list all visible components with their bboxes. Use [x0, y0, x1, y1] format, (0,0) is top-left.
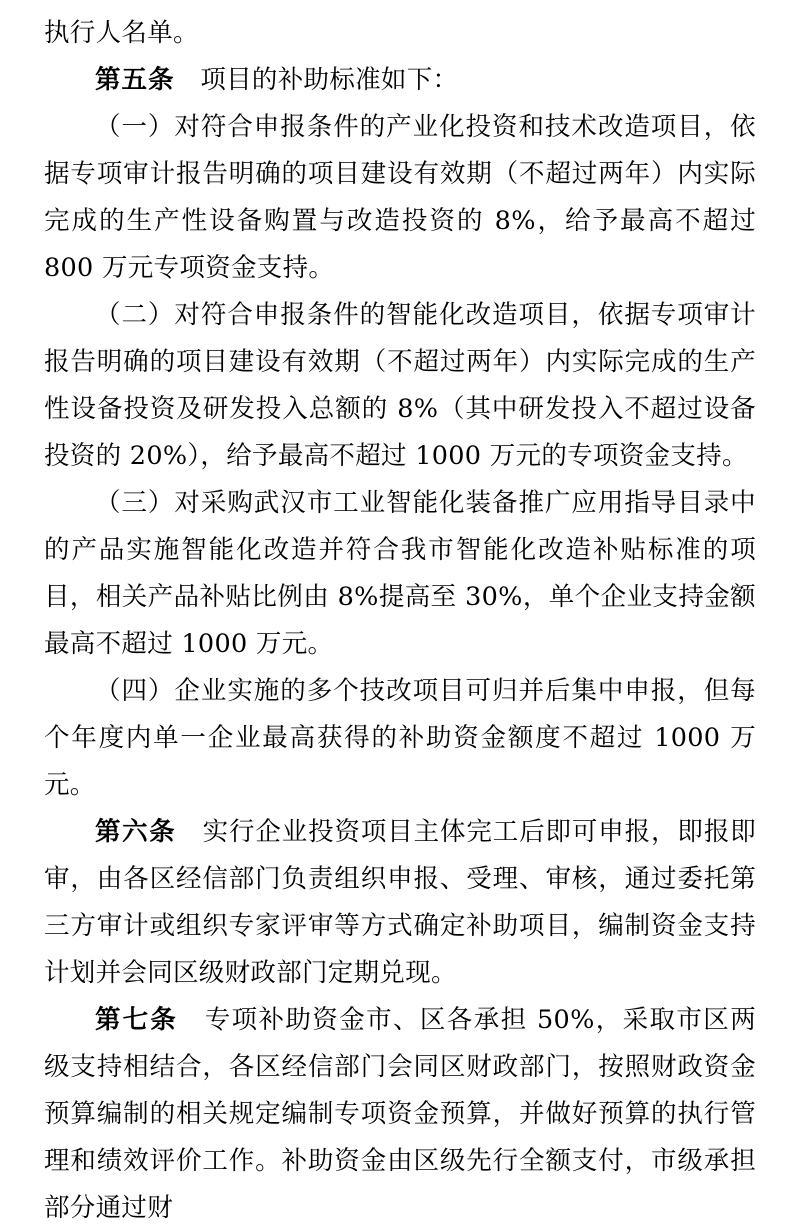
- paragraph-article-six: [44, 809, 756, 997]
- article-label: 第五条: [95, 65, 175, 95]
- paragraph-article-five: [44, 57, 756, 104]
- article-label: 第六条: [95, 817, 177, 847]
- paragraph-item-three: [44, 480, 756, 668]
- paragraph-text: 专项补助资金市、区各承担 50%，采取市区两级支持相结合，各区经信部门会同区财政部门，按照财政资金预算编制的相关规定编制专项资金预算，并做好预算的执行管理和绩效评价工作。补助资金由区级先行全额支付，市级承担部分通过财: [44, 1005, 756, 1223]
- paragraph-item-one: [44, 104, 756, 292]
- paragraph-text: （二）对符合申报条件的智能化改造项目，依据专项审计报告明确的项目建设有效期（不超过两年）内实际完成的生产性设备投资及研发投入总额的 8%（其中研发投入不超过设备投资的 20%），给予最高不超过 1000 万元的专项资金支持。: [44, 300, 756, 471]
- paragraph-text: 项目的补助标准如下：: [174, 65, 459, 95]
- paragraph-text: （四）企业实施的多个技改项目可归并后集中申报，但每个年度内单一企业最高获得的补助资金额度不超过 1000 万元。: [44, 676, 756, 800]
- paragraph-article-seven: [44, 997, 756, 1232]
- paragraph-text: 实行企业投资项目主体完工后即可申报，即报即审，由各区经信部门负责组织申报、受理、审核，通过委托第三方审计或组织专家评审等方式确定补助项目，编制资金支持计划并会同区级财政部门定期兑现。: [44, 817, 756, 988]
- paragraph-text: （三）对采购武汉市工业智能化装备推广应用指导目录中的产品实施智能化改造并符合我市智能化改造补贴标准的项目，相关产品补贴比例由 8%提高至 30%，单个企业支持金额最高不超过 1000 万元。: [44, 488, 756, 659]
- paragraph-item-two: [44, 292, 756, 480]
- paragraph-item-four: [44, 668, 756, 809]
- paragraph-text: （一）对符合申报条件的产业化投资和技术改造项目，依据专项审计报告明确的项目建设有效期（不超过两年）内实际完成的生产性设备购置与改造投资的 8%，给予最高不超过 800 万元专项资金支持。: [44, 112, 756, 283]
- article-label: 第七条: [95, 1005, 178, 1035]
- paragraph-continuation: [44, 10, 756, 57]
- paragraph-text: 执行人名单。: [44, 18, 199, 48]
